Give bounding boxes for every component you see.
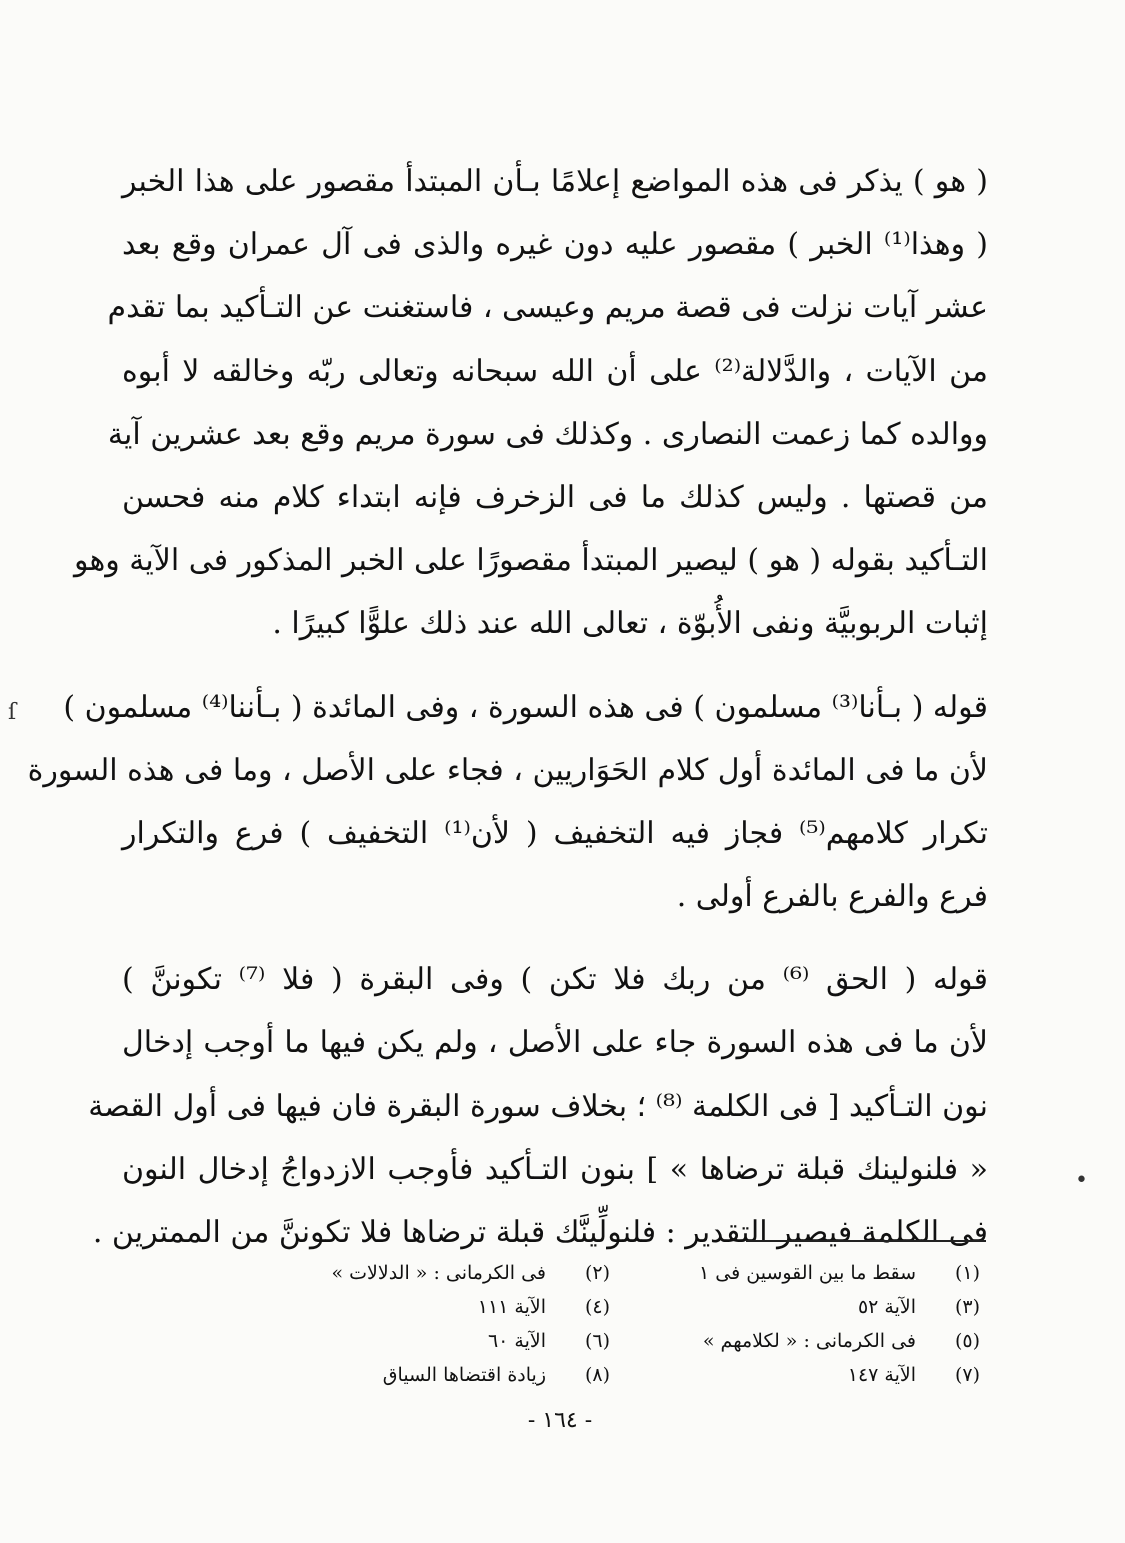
footnote-row [240, 1324, 980, 1358]
paragraph-gap [122, 928, 988, 948]
footnote-text: زيادة اقتضاها السياق [382, 1364, 546, 1386]
text-line: لأن ما فى هذه السورة جاء على الأصل ، ولم يكن فيها ما أوجب إدخال [122, 1025, 988, 1061]
text-line: ( وهذا⁽¹⁾ الخبر ) مقصور عليه دون غيره والذى فى آل عمران وقع بعد [122, 227, 988, 263]
footnote [240, 1256, 610, 1290]
text-line: تكرار كلامهم⁽⁵⁾ فجاز فيه التخفيف ( لأن⁽¹⁾ التخفيف ) فرع والتكرار [122, 815, 988, 851]
footnote [610, 1256, 980, 1290]
footnote [610, 1324, 980, 1358]
text-line: عشر آيات نزلت فى قصة مريم وعيسى ، فاستغنت عن التـأكيد بما تقدم [107, 290, 988, 326]
footnote-number: (٧) [954, 1364, 980, 1386]
footnote [610, 1358, 980, 1392]
footnote-text: الآية ٦٠ [487, 1330, 546, 1352]
footnote-text: فى الكرمانى : « لكلامهم » [702, 1330, 916, 1352]
footnote-number: (٤) [584, 1296, 610, 1318]
footnote-number: (٨) [584, 1364, 610, 1386]
text-line: ( هو ) يذكر فى هذه المواضع إعلامًا بـأن المبتدأ مقصور على هذا الخبر [122, 164, 988, 199]
text-line: من الآيات ، والدَّلالة⁽²⁾ على أن الله سبحانه وتعالى ربّه وخالقه لا أبوه [122, 353, 988, 389]
footnote [240, 1324, 610, 1358]
footnotes [240, 1256, 980, 1396]
footnote-text: سقط ما بين القوسين فى ١ [699, 1262, 916, 1284]
footnote-number: (٣) [954, 1296, 980, 1318]
footnote-number: (٦) [584, 1330, 610, 1352]
margin-mark: • [1075, 1168, 1088, 1193]
footnote [610, 1290, 980, 1324]
text-line: قوله ( الحق ⁽⁶⁾ من ربك فلا تكن ) وفى البقرة ( فلا ⁽⁷⁾ تكوننَّ ) [122, 962, 989, 998]
footnote [240, 1290, 610, 1324]
footnote-number: (٢) [584, 1262, 610, 1284]
text-line: فى الكلمة فيصير التقدير : فلنولِّينَّك قبلة ترضاها فلا تكوننَّ من الممترين . [92, 1215, 988, 1250]
paragraph-gap [122, 656, 988, 676]
footnote-row [240, 1290, 980, 1324]
text-line: من قصتها . وليس كذلك ما فى الزخرف فإنه ابتداء كلام منه فحسن [122, 479, 988, 515]
footnote [240, 1358, 610, 1392]
text-line: إثبات الربوبيَّة ونفى الأُبوّة ، تعالى الله عند ذلك علوًّا كبيرًا . [272, 606, 988, 642]
text-line: التـأكيد بقوله ( هو ) ليصير المبتدأ مقصورًا على الخبر المذكور فى الآية وهو [73, 543, 988, 579]
footnote-text: الآية ١١١ [477, 1296, 546, 1318]
page-number: - ١٦٤ - [527, 1408, 593, 1433]
text-line: نون التـأكيد [ فى الكلمة ⁽⁸⁾ ؛ بخلاف سورة البقرة فان فيها فى أول القصة [88, 1088, 988, 1124]
text-line: ووالده كما زعمت النصارى . وكذلك فى سورة مريم وقع بعد عشرين آية [107, 416, 988, 452]
margin-mark: ſ [8, 700, 17, 725]
text-line: قوله ( بـأنا⁽³⁾ مسلمون ) فى هذه السورة ، وفى المائدة ( بـأننا⁽⁴⁾ مسلمون ) [63, 689, 988, 725]
footnote-text: فى الكرمانى : « الدلالات » [331, 1262, 546, 1284]
footnote-row [240, 1256, 980, 1290]
text-line: لأن ما فى المائدة أول كلام الحَوَاريين ، فجاء على الأصل ، وما فى هذه السورة [27, 752, 988, 788]
text-line: فرع والفرع بالفرع أولى . [676, 879, 988, 915]
footnote-row [240, 1358, 980, 1392]
text-line: « فلنولينك قبلة ترضاها » ] بنون التـأكيد فأوجب الازدواجُ إدخال النون [122, 1151, 988, 1187]
main-text [27, 150, 989, 1264]
footnote-number: (١) [954, 1262, 980, 1284]
footnote-text: الآية ٥٢ [857, 1296, 916, 1318]
footnote-divider [746, 1240, 986, 1242]
footnote-number: (٥) [954, 1330, 980, 1352]
footnote-text: الآية ١٤٧ [847, 1364, 916, 1386]
